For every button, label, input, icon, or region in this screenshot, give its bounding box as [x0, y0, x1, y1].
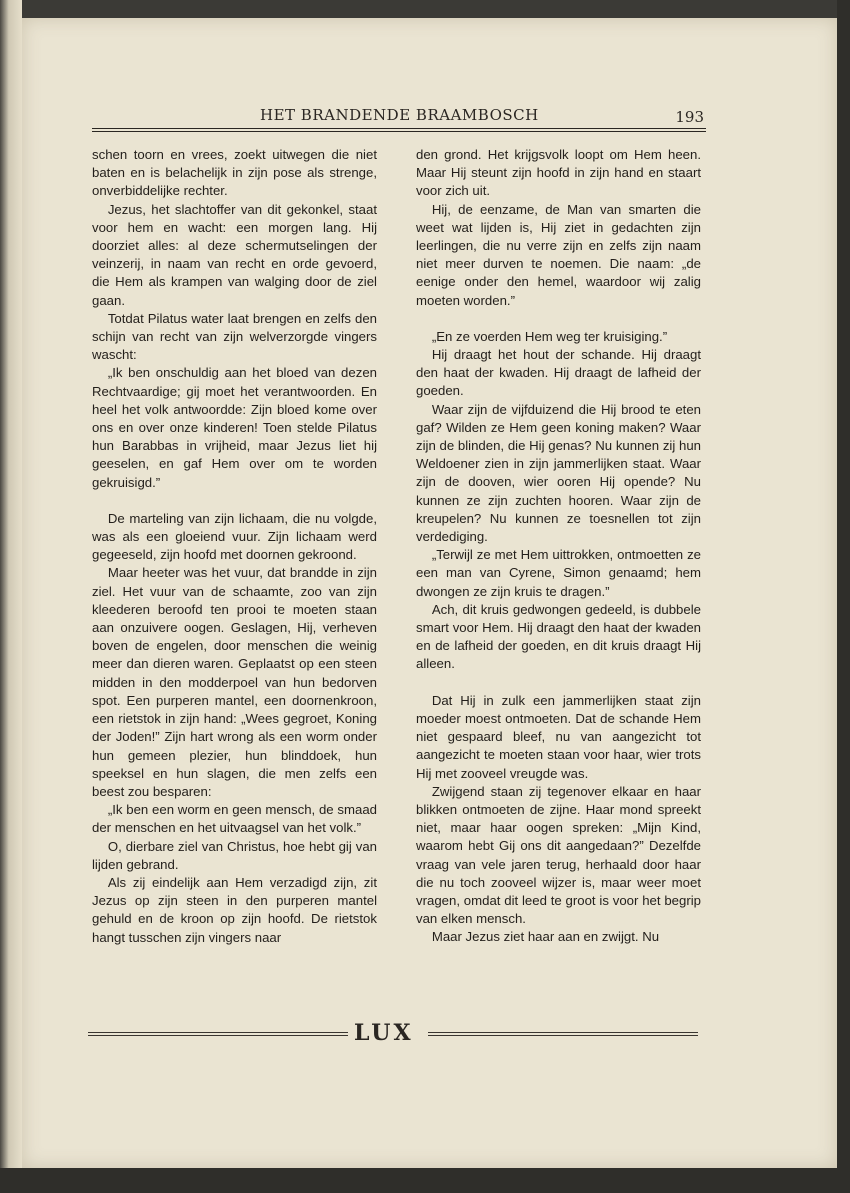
paragraph: Als zij eindelijk aan Hem verzadigd zijn, zit Jezus op zijn steen in den purperen mantel gehuld en de kroon op zijn hoofd. De rietstok hangt tusschen zijn vingers naar — [92, 874, 377, 945]
page-footer — [88, 1020, 698, 1050]
paragraph: Hij draagt het hout der schande. Hij draagt den haat der kwaden. Hij draagt de lafheid der goeden. — [416, 347, 701, 399]
paragraph: Dat Hij in zulk een jammerlijken staat zijn moeder moest ontmoeten. Dat de schande Hem niet gespaard bleef, nu van aangezicht tot aangezicht te moeten staan voor haar, wier trots Hij met zooveel vreugde was. — [416, 692, 701, 781]
paragraph: Ach, dit kruis gedwongen gedeeld, is dubbele smart voor Hem. Hij draagt den haat der kwaden en de lafheid der goeden, en dit kruis draagt Hij alleen. — [416, 601, 701, 672]
paragraph: Hij, de eenzame, de Man van smarten die weet wat lijden is, Hij ziet in gedachten zijn leerlingen, die nu verre zijn en zelfs zijn naam niet meer durven te noemen. Die naam: „de eenige onder den hemel, waardoor wij zalig moeten worden.” — [416, 201, 701, 308]
paragraph: O, dierbare ziel van Christus, hoe hebt gij van lijden gebrand. — [92, 838, 377, 872]
lux-logo: LUX — [354, 1020, 414, 1046]
paragraph: „Terwijl ze met Hem uittrokken, ontmoetten ze een man van Cyrene, Simon genaamd; hem dwongen ze zijn kruis te dragen.” — [416, 547, 701, 599]
left-text-column — [92, 146, 377, 947]
footer-rule-left — [88, 1032, 348, 1036]
page-number: 193 — [675, 108, 704, 126]
paragraph: Waar zijn de vijfduizend die Hij brood te eten gaf? Wilden ze Hem geen koning maken? Waar zijn de blinden, die Hij genas? Nu kunnen zij hun Weldoener zien in zijn jammerlijken staat. Waar zijn de dooven, wier ooren Hij opende? Nu kunnen ze zijn zuchten hooren. Waar zijn de kreupelen? Nu kunnen ze toesnellen tot zijn verdediging. — [416, 401, 701, 545]
paragraph: Totdat Pilatus water laat brengen en zelfs den schijn van recht van zijn welverzorgde vingers wascht: — [92, 310, 377, 363]
paragraph: Maar Jezus ziet haar aan en zwijgt. Nu — [431, 929, 660, 945]
paragraph: Jezus, het slachtoffer van dit gekonkel, staat voor hem en wacht: een morgen lang. Hij doorziet alles: al deze schermutselingen der veinzerij, in naam van recht en orde gevoerd, die Hem als krampen van walging door de ziel gaan. — [92, 201, 377, 308]
paragraph: De marteling van zijn lichaam, die nu volgde, was als een gloeiend vuur. Zijn lichaam werd gegeeseld, zijn hoofd met doornen gekroond. — [92, 510, 377, 563]
scan-border-right — [837, 0, 850, 1193]
paragraph: „Ik ben onschuldig aan het bloed van dezen Rechtvaardige; gij moet het verantwoorden. En heel het volk antwoordde: Zijn bloed kome over ons en over onze kinderen! Toen stelde Pilatus hun Barabbas in vrijheid, maar Jezus liet hij geeselen, en gaf Hem over om te worden gekruisigd.” — [92, 365, 377, 490]
paragraph: schen toorn en vrees, zoekt uitwegen die niet baten en is belachelijk in zijn pose als strenge, onverbiddelijke rechter. — [92, 147, 377, 199]
paragraph: Maar heeter was het vuur, dat brandde in zijn ziel. Het vuur van de schaamte, zoo van zijn kleederen beroofd ten prooi te moeten staan aan onzuivere oogen. Geslagen, Hij, verheven boven de engelen, door menschen die weinig meer dan dieren waren. Geplaatst op een steen midden in den modderpoel van hun bedorven spot. Een purperen mantel, een doornenkroon, een rietstok in zijn hand: „Wees gegroet, Koning der Joden!” Zijn hart wrong als een worm onder hun gemeen plezier, hun blinddoek, hun speeksel en hun slagen, die men zelfs een beest zou besparen: — [92, 565, 377, 799]
running-header — [92, 88, 706, 128]
paragraph: „Ik ben een worm en geen mensch, de smaad der menschen en het uitvaagsel van het volk.” — [92, 802, 377, 836]
scan-border-bottom — [0, 1168, 850, 1193]
paragraph: „En ze voerden Hem weg ter kruisiging.” — [431, 328, 668, 344]
paragraph: Zwijgend staan zij tegenover elkaar en haar blikken ontmoeten de zijne. Haar mond spreekt niet, maar haar oogen spreken: „Mijn Kind, waarom hebt Gij ons dit aangedaan?” Dezelfde vraag van vele jaren terug, herhaald door haar die nu toch zooveel wijzer is, maar weer moet vragen, omdat dit leed te groot is voor het begrip van elken mensch. — [416, 783, 701, 927]
running-title: HET BRANDENDE BRAAMBOSCH — [260, 106, 539, 124]
paragraph: den grond. Het krijgsvolk loopt om Hem heen. Maar Hij steunt zijn hoofd in zijn hand en staart voor zich uit. — [416, 147, 701, 199]
right-text-column — [416, 146, 701, 947]
footer-rule-right — [428, 1032, 698, 1036]
header-rule — [92, 128, 706, 132]
facing-page-edge — [0, 0, 22, 1193]
